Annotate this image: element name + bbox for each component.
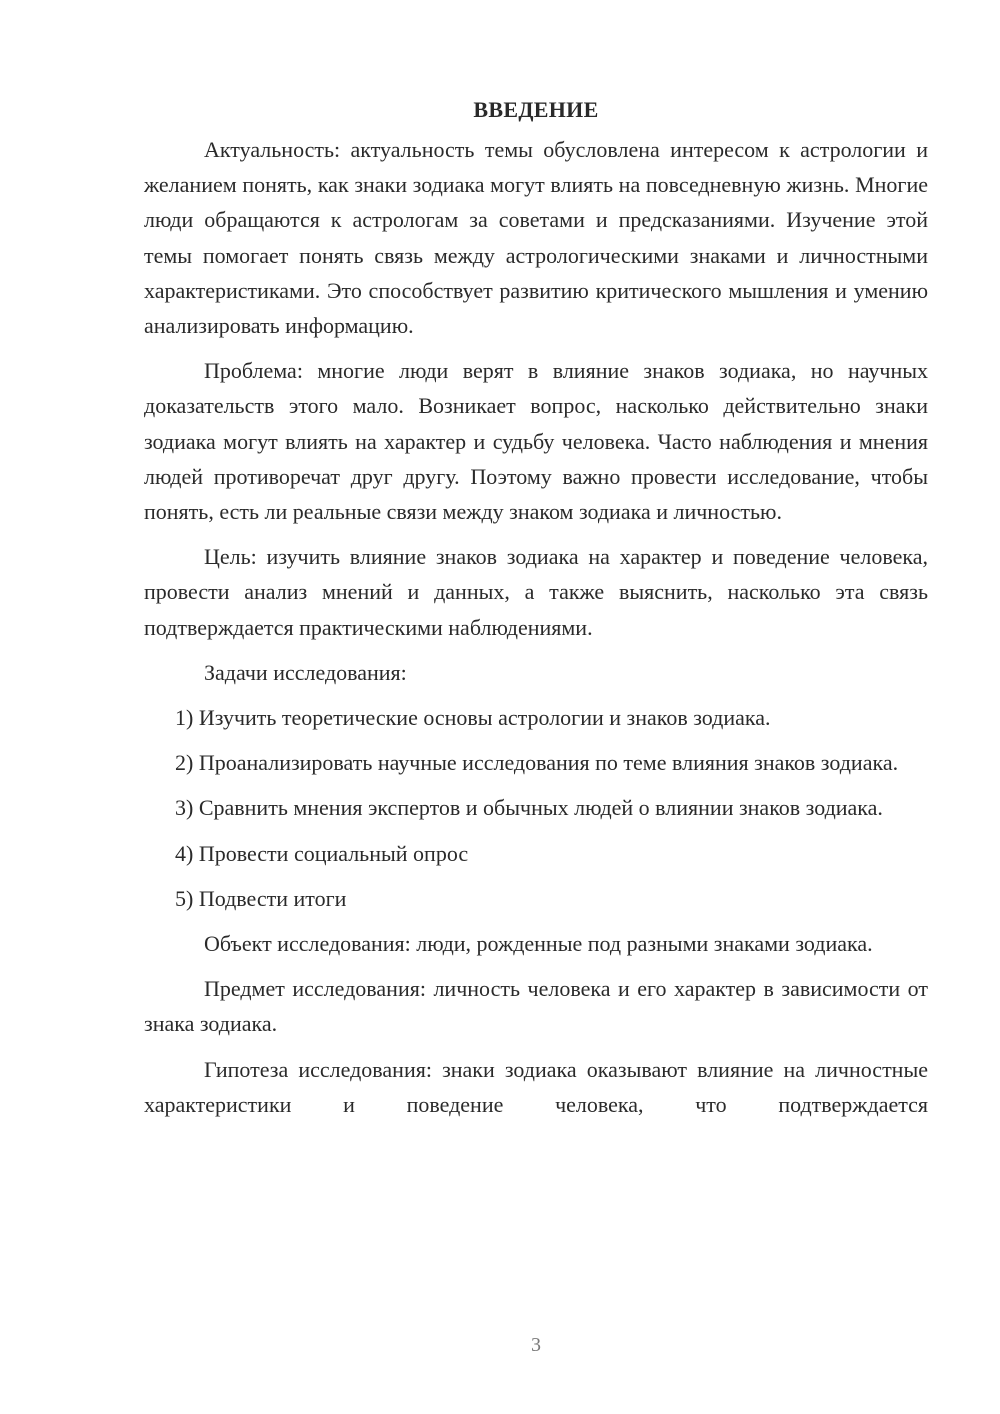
task-item: 3) Сравнить мнения экспертов и обычных людей о влиянии знаков зодиака. xyxy=(175,795,883,821)
task-item: 5) Подвести итоги xyxy=(175,885,347,911)
subject-paragraph: Предмет исследования: личность человека и его характер в зависимости от знака зодиака. xyxy=(144,976,928,1037)
tasks-heading: Задачи исследования: xyxy=(204,659,407,685)
problem-paragraph: Проблема: многие люди верят в влияние знаков зодиака, но научных доказательств этого мало. Возникает вопрос, насколько действительно знаки зодиака могут влиять на характер и судьбу человека. Часто наблюдения и мнения людей противоречат друг другу. Поэтому важно провести исследование, чтобы понять, есть ли реальные связи между знаком зодиака и личностью. xyxy=(144,358,928,525)
goal-paragraph: Цель: изучить влияние знаков зодиака на характер и поведение человека, провести анализ мнений и данных, а также выяснить, насколько эта связь подтверждается практическими наблюдениями. xyxy=(144,544,928,640)
object-paragraph: Объект исследования: люди, рожденные под разными знаками зодиака. xyxy=(204,931,873,957)
section-heading: ВВЕДЕНИЕ xyxy=(473,97,599,122)
task-item: 2) Проанализировать научные исследования по теме влияния знаков зодиака. xyxy=(175,750,899,776)
page-number: 3 xyxy=(531,1334,541,1356)
relevance-paragraph: Актуальность: актуальность темы обусловлена интересом к астрологии и желанием понять, как знаки зодиака могут влиять на повседневную жизнь. Многие люди обращаются к астрологам за советами и предсказаниями. Изучение этой темы помогает понять связь между астрологическими знаками и личностными характеристиками. Это способствует развитию критического мышления и умению анализировать информацию. xyxy=(144,137,928,339)
task-item: 4) Провести социальный опрос xyxy=(175,840,469,866)
document-page xyxy=(144,92,928,1132)
hypothesis-paragraph: Гипотеза исследования: знаки зодиака оказывают влияние на личностные характеристики и поведение человека, что подтверждается xyxy=(144,1056,928,1117)
task-item: 1) Изучить теоретические основы астрологии и знаков зодиака. xyxy=(175,705,771,731)
